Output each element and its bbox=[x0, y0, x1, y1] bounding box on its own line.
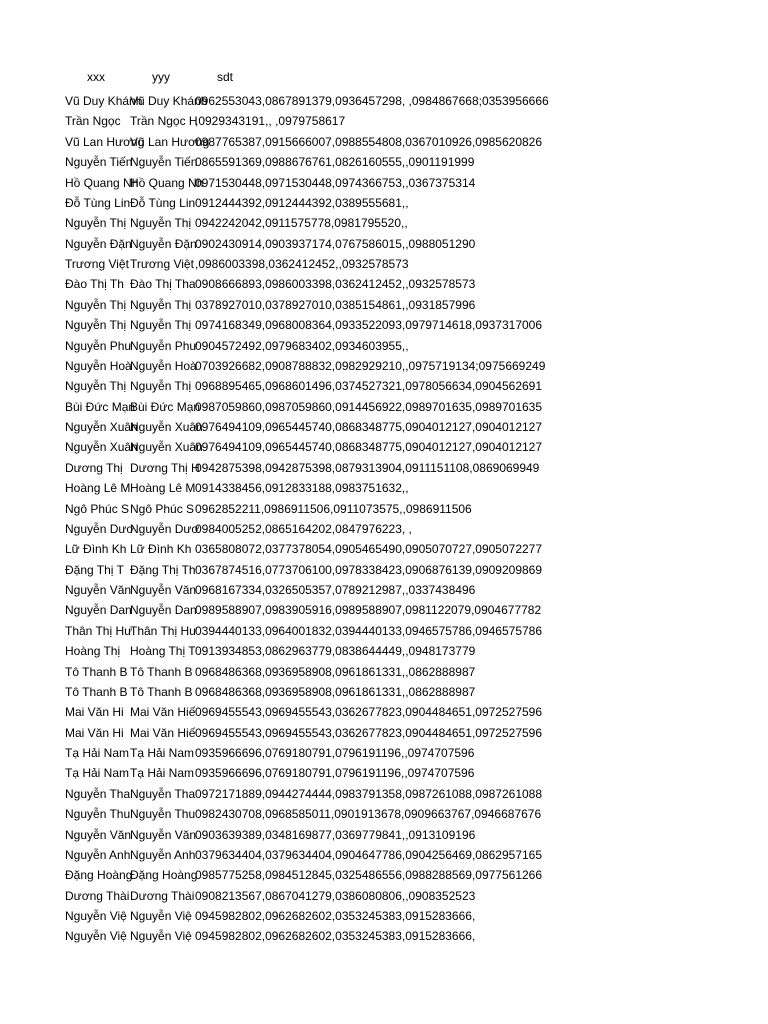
cell-sdt: 0962553043,0867891379,0936457298, ,0984867668;0353956666 bbox=[195, 94, 549, 108]
cell-yyy: Nguyễn Xuân bbox=[130, 440, 203, 455]
cell-xxx: Mai Văn Hi bbox=[65, 725, 124, 740]
cell-xxx: Nguyễn Thị bbox=[65, 297, 127, 312]
cell-sdt: 0865591369,0988676761,0826160555,,0901191999 bbox=[195, 155, 475, 170]
cell-xxx: Ngô Phúc S bbox=[65, 501, 130, 516]
cell-sdt: 0968167334,0326505357,0789212987,,0337438496 bbox=[195, 583, 476, 597]
cell-sdt: 0394440133,0964001832,0394440133,0946575786,0946575786 bbox=[195, 623, 543, 638]
cell-yyy: Vũ Lan Hương bbox=[130, 134, 210, 149]
cell-xxx: Nguyễn Việ bbox=[65, 909, 127, 923]
cell-sdt: 0367874516,0773706100,0978338423,0906876139,0909209869 bbox=[195, 562, 543, 577]
cell-xxx: Nguyễn Tha bbox=[65, 786, 131, 801]
cell-sdt: 0987765387,0915666007,0988554808,0367010926,0985620826 bbox=[195, 134, 543, 149]
cell-sdt: 0945982802,0962682602,0353245383,0915283666, bbox=[195, 929, 476, 944]
table-row bbox=[65, 845, 768, 865]
cell-sdt: 0974168349,0968008364,0933522093,0979714618,0937317006 bbox=[195, 318, 543, 333]
table-row bbox=[65, 784, 768, 804]
cell-sdt: 0982430708,0968585011,0901913678,0909663767,0946687676 bbox=[195, 807, 542, 822]
table-row bbox=[65, 111, 768, 131]
cell-yyy: Đặng Thị Th bbox=[130, 562, 196, 577]
cell-sdt: 0903639389,0348169877,0369779841,,0913109196 bbox=[195, 827, 476, 842]
table-row bbox=[65, 397, 768, 417]
cell-xxx: Bùi Đức Mạn bbox=[65, 399, 136, 414]
table-row bbox=[65, 193, 768, 213]
cell-xxx: Hoàng Lê M bbox=[65, 481, 131, 496]
table-row bbox=[65, 254, 768, 274]
cell-yyy: Thân Thị Hư bbox=[130, 623, 198, 638]
cell-xxx: Nguyễn Đặn bbox=[65, 236, 132, 251]
cell-sdt: 0902430914,0903937174,0767586015,,0988051290 bbox=[195, 236, 476, 251]
cell-xxx: Nguyễn Dươ bbox=[65, 521, 135, 536]
table-row bbox=[65, 173, 768, 193]
cell-sdt: 0365808072,0377378054,0905465490,0905070727,0905072277 bbox=[195, 542, 543, 557]
cell-yyy: Nguyễn Dươ bbox=[130, 521, 200, 536]
cell-xxx: Vũ Duy Khánh bbox=[65, 94, 143, 108]
cell-xxx: Nguyễn Dan bbox=[65, 603, 132, 618]
table-row bbox=[65, 926, 768, 946]
table-row bbox=[65, 437, 768, 457]
data-rows bbox=[65, 91, 768, 947]
cell-sdt: 0942875398,0942875398,0879313904,0911151108,0869069949 bbox=[195, 460, 540, 475]
cell-sdt: 0962852211,0986911506,0911073575,,0986911506 bbox=[195, 501, 472, 516]
table-row bbox=[65, 865, 768, 885]
cell-sdt: 0984005252,0865164202,0847976223, , bbox=[195, 521, 412, 536]
cell-xxx: Đặng Thị T bbox=[65, 562, 124, 577]
cell-yyy: Nguyễn Tha bbox=[130, 786, 196, 801]
cell-yyy: Tạ Hải Nam bbox=[130, 746, 195, 760]
cell-yyy: Lữ Đình Kh bbox=[130, 542, 192, 557]
cell-sdt: 0703926682,0908788832,0982929210,,0975719134;0975669249 bbox=[195, 358, 546, 373]
cell-yyy: Tô Thanh B bbox=[130, 684, 193, 699]
cell-sdt: 0904572492,0979683402,0934603955,, bbox=[195, 338, 409, 353]
table-row bbox=[65, 763, 768, 783]
cell-yyy: Nguyễn Tiến bbox=[130, 155, 198, 170]
cell-yyy: Nguyễn Xuân bbox=[130, 420, 203, 434]
cell-sdt: 0968895465,0968601496,0374527321,0978056634,0904562691 bbox=[195, 379, 543, 394]
cell-yyy: Nguyễn Văn bbox=[130, 827, 197, 842]
cell-yyy: Nguyễn Việ bbox=[130, 929, 192, 944]
table-row bbox=[65, 234, 768, 254]
table-row bbox=[65, 152, 768, 172]
table-row bbox=[65, 356, 768, 376]
cell-sdt: 0942242042,0911575778,0981795520,, bbox=[195, 216, 408, 231]
cell-xxx: Nguyễn Thu bbox=[65, 807, 131, 822]
table-row bbox=[65, 825, 768, 845]
table-row bbox=[65, 600, 768, 620]
cell-yyy: Hoàng Thị T bbox=[130, 644, 196, 659]
table-row bbox=[65, 702, 768, 722]
table-row bbox=[65, 519, 768, 539]
cell-sdt: 0985775258,0984512845,0325486556,0988288569,0977561266 bbox=[195, 868, 543, 883]
cell-yyy: Đặng Hoàng bbox=[130, 868, 198, 883]
cell-yyy: Tô Thanh B bbox=[130, 664, 193, 679]
cell-xxx: Nguyễn Văn bbox=[65, 827, 132, 842]
cell-sdt: 0378927010,0378927010,0385154861,,0931857996 bbox=[195, 297, 476, 312]
cell-yyy: Nguyễn Văn bbox=[130, 583, 197, 597]
cell-sdt: 0968486368,0936958908,0961861331,,0862888987 bbox=[195, 684, 476, 699]
table-row bbox=[65, 580, 768, 600]
cell-yyy: Bùi Đức Mạn bbox=[130, 399, 201, 414]
table-row bbox=[65, 213, 768, 233]
cell-yyy: Trần Ngọc H bbox=[130, 114, 198, 129]
cell-yyy: Nguyễn Thu bbox=[130, 807, 196, 822]
cell-yyy: Dương Thài bbox=[130, 888, 195, 903]
table-row bbox=[65, 560, 768, 580]
cell-sdt: 0908213567,0867041279,0386080806,,0908352523 bbox=[195, 888, 476, 903]
cell-yyy: Nguyễn Đặn bbox=[130, 236, 197, 251]
table-row bbox=[65, 417, 768, 437]
cell-xxx: Mai Văn Hi bbox=[65, 705, 124, 720]
cell-xxx: Nguyễn Thị bbox=[65, 216, 127, 231]
cell-xxx: Tạ Hải Nam bbox=[65, 766, 130, 781]
header-sdt: sdt bbox=[217, 70, 234, 84]
cell-sdt: 0914338456,0912833188,0983751632,, bbox=[195, 481, 409, 496]
cell-yyy: Ngô Phúc S bbox=[130, 501, 195, 516]
header-xxx: xxx bbox=[87, 70, 105, 84]
cell-xxx: Nguyễn Phư bbox=[65, 338, 133, 353]
cell-yyy: Nguyễn Dan bbox=[130, 603, 197, 618]
cell-yyy: Mai Văn Hiế bbox=[130, 725, 196, 740]
cell-yyy: Vũ Duy Khánh bbox=[130, 94, 208, 108]
cell-sdt: 0976494109,0965445740,0868348775,0904012127,0904012127 bbox=[195, 440, 543, 455]
cell-xxx: Nguyễn Hoà bbox=[65, 358, 132, 373]
table-row bbox=[65, 743, 768, 763]
cell-xxx: Nguyễn Tiến bbox=[65, 155, 133, 170]
table-row bbox=[65, 91, 768, 111]
table-row bbox=[65, 315, 768, 335]
cell-sdt: ,0986003398,0362412452,,0932578573 bbox=[195, 257, 409, 271]
cell-sdt: 0989588907,0983905916,0989588907,0981122079,0904677782 bbox=[195, 603, 542, 618]
cell-yyy: Đào Thị Tha bbox=[130, 277, 196, 292]
table-row bbox=[65, 906, 768, 926]
cell-xxx: Hồ Quang Nh bbox=[65, 175, 139, 190]
cell-xxx: Đặng Hoàng bbox=[65, 868, 133, 883]
cell-yyy: Dương Thị H bbox=[130, 460, 200, 475]
cell-xxx: Dương Thài bbox=[65, 888, 130, 903]
cell-xxx: Nguyễn Thị bbox=[65, 379, 127, 394]
cell-xxx: Tạ Hải Nam bbox=[65, 746, 130, 760]
table-row bbox=[65, 641, 768, 661]
cell-sdt: 0908666893,0986003398,0362412452,,0932578573 bbox=[195, 277, 476, 292]
cell-xxx: Trần Ngọc bbox=[65, 114, 121, 129]
table-row bbox=[65, 458, 768, 478]
cell-sdt: 0987059860,0987059860,0914456922,0989701635,0989701635 bbox=[195, 399, 543, 414]
table-row bbox=[65, 539, 768, 559]
cell-yyy: Nguyễn Thị bbox=[130, 216, 192, 231]
table-row bbox=[65, 295, 768, 315]
table-row bbox=[65, 621, 768, 641]
cell-yyy: Nguyễn Hoà bbox=[130, 358, 197, 373]
cell-yyy: Nguyễn Phư bbox=[130, 338, 198, 353]
table-row bbox=[65, 723, 768, 743]
cell-xxx: Lữ Đình Kh bbox=[65, 542, 127, 557]
cell-sdt: 0968486368,0936958908,0961861331,,0862888987 bbox=[195, 664, 476, 679]
cell-yyy: Nguyễn Thị bbox=[130, 318, 192, 333]
table-row bbox=[65, 886, 768, 906]
cell-xxx: Trương Việt bbox=[65, 257, 129, 271]
table-row bbox=[65, 274, 768, 294]
cell-xxx: Nguyễn Văn bbox=[65, 583, 132, 597]
cell-sdt: 0913934853,0862963779,0838644449,,0948173779 bbox=[195, 644, 476, 659]
cell-yyy: Hoàng Lê M bbox=[130, 481, 196, 496]
cell-yyy: Tạ Hải Nam bbox=[130, 766, 195, 781]
cell-sdt: 0912444392,0912444392,0389555681,, bbox=[195, 195, 409, 210]
cell-yyy: Nguyễn Việ bbox=[130, 909, 192, 923]
cell-xxx: Nguyễn Anh bbox=[65, 847, 131, 862]
cell-xxx: Đào Thị Th bbox=[65, 277, 124, 292]
table-row bbox=[65, 662, 768, 682]
cell-yyy: Nguyễn Thị bbox=[130, 297, 192, 312]
cell-sdt: 0976494109,0965445740,0868348775,0904012127,0904012127 bbox=[195, 420, 543, 434]
cell-sdt: 0945982802,0962682602,0353245383,0915283666, bbox=[195, 909, 476, 923]
cell-yyy: Nguyễn Anh bbox=[130, 847, 196, 862]
table-row bbox=[65, 336, 768, 356]
cell-sdt: 0969455543,0969455543,0362677823,0904484651,0972527596 bbox=[195, 705, 543, 720]
cell-yyy: Mai Văn Hiế bbox=[130, 705, 196, 720]
table-row bbox=[65, 682, 768, 702]
cell-xxx: Hoàng Thị bbox=[65, 644, 121, 659]
cell-xxx: Nguyễn Thị bbox=[65, 318, 127, 333]
cell-sdt: 0935966696,0769180791,0796191196,,0974707596 bbox=[195, 746, 475, 760]
cell-xxx: Nguyễn Xuân bbox=[65, 420, 138, 434]
cell-xxx: Thân Thị Hư bbox=[65, 623, 133, 638]
table-row bbox=[65, 478, 768, 498]
cell-xxx: Đỗ Tùng Lin bbox=[65, 195, 131, 210]
cell-sdt: 0379634404,0379634404,0904647786,0904256469,0862957165 bbox=[195, 847, 543, 862]
table-row bbox=[65, 132, 768, 152]
cell-xxx: Tô Thanh B bbox=[65, 664, 128, 679]
cell-sdt: ,0929343191,, ,0979758617 bbox=[195, 114, 346, 129]
table-row bbox=[65, 804, 768, 824]
cell-sdt: 0972171889,0944274444,0983791358,0987261088,0987261088 bbox=[195, 786, 543, 801]
cell-yyy: Hồ Quang Nh bbox=[130, 175, 204, 190]
cell-yyy: Đỗ Tùng Lin bbox=[130, 195, 196, 210]
table-row bbox=[65, 376, 768, 396]
cell-xxx: Tô Thanh B bbox=[65, 684, 128, 699]
cell-yyy: Trương Việt bbox=[130, 257, 194, 271]
cell-sdt: 0971530448,0971530448,0974366753,,0367375314 bbox=[195, 175, 476, 190]
cell-sdt: 0969455543,0969455543,0362677823,0904484651,0972527596 bbox=[195, 725, 543, 740]
cell-xxx: Nguyễn Việ bbox=[65, 929, 127, 944]
header-row bbox=[0, 70, 768, 86]
table-row bbox=[65, 499, 768, 519]
cell-sdt: 0935966696,0769180791,0796191196,,0974707596 bbox=[195, 766, 475, 781]
cell-yyy: Nguyễn Thị bbox=[130, 379, 192, 394]
header-yyy: yyy bbox=[152, 70, 170, 84]
cell-xxx: Dương Thị bbox=[65, 460, 123, 475]
cell-xxx: Vũ Lan Hương bbox=[65, 134, 145, 149]
cell-xxx: Nguyễn Xuân bbox=[65, 440, 138, 455]
